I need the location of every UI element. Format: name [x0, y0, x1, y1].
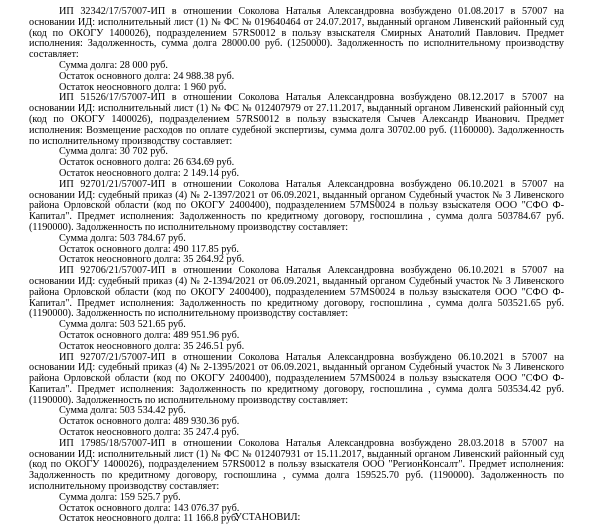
nonprincipal-remaining: Остаток неосновного долга: 35 264.92 руб.: [59, 254, 245, 266]
debt-summary: [29, 234, 564, 266]
enforcement-entry-2: [29, 93, 564, 179]
nonprincipal-remaining: Остаток неосновного долга: 11 166.8 руб.: [59, 513, 239, 525]
debt-summary: [29, 147, 564, 179]
debt-summary: [29, 320, 564, 352]
enforcement-entry-3: [29, 180, 564, 266]
principal-remaining: Остаток основного долга: 489 930.36 руб.: [59, 416, 240, 428]
document-body: [29, 7, 564, 525]
entry-description: ИП 92706/21/57007-ИП в отношении Соколова Наталья Александровна возбуждено 06.10.2021 в 57007 на основании ИД: судебный приказ (4) № 2-1394/2021 от 06.09.2021, выданный органом Судебный участок № 3 Ливенского района Орловской области (код по ОКОГУ 2400400), подразделением 57MS0024 в пользу взыскателя ООО "СФО Ф-Капитал". Предмет исполнения: Задолженность по кредитному договору, госпошлина , сумма долга 503521.65 руб. (1190000). Задолженность по исполнительному производству составляет:: [29, 265, 564, 320]
debt-sum: Сумма долга: 503 534.42 руб.: [59, 405, 186, 417]
debt-sum: Сумма долга: 159 525.7 руб.: [59, 491, 181, 503]
principal-remaining: Остаток основного долга: 26 634.69 руб.: [59, 157, 235, 169]
debt-summary: [29, 61, 564, 93]
entry-description: ИП 32342/17/57007-ИП в отношении Соколова Наталья Александровна возбуждено 01.08.2017 в 57007 на основании ИД: исполнительный лист (1) № ФС № 019640464 от 24.07.2017, выданный органом Ливенский районный суд (код по ОКОГУ 1400026), подразделением 57RS0012 в пользу взыскателя Смирных Анатолий Павлович. Предмет исполнения: Задолженность, сумма долга 28000.00 руб. (1250000). Задолженность по исполнительному производству составляет:: [29, 6, 564, 61]
entry-description: ИП 92707/21/57007-ИП в отношении Соколова Наталья Александровна возбуждено 06.10.2021 в 57007 на основании ИД: судебный приказ (4) № 2-1395/2021 от 06.09.2021, выданный органом Судебный участок № 3 Ливенского района Орловской области (код по ОКОГУ 2400400), подразделением 57MS0024 в пользу взыскателя ООО "СФО Ф-Капитал". Предмет исполнения: Задолженность по кредитному договору, госпошлина , сумма долга 503534.42 руб. (1190000). Задолженность по исполнительному производству составляет:: [29, 351, 564, 406]
principal-remaining: Остаток основного долга: 489 951.96 руб.: [59, 329, 240, 341]
entry-description: ИП 17985/18/57007-ИП в отношении Соколова Наталья Александровна возбуждено 28.03.2018 в 57007 на основании ИД: исполнительный лист (1) № ФС № 012407931 от 15.11.2017, выданный органом Ливенский районный суд (код по ОКОГУ 1400026), подразделением 57RS0012 в пользу взыскателя ООО "РегионКонсалт". Предмет исполнения: Задолженность по кредитному договору, госпошлина , сумма долга 159525.70 руб. (1190000). Задолженность по исполнительному производству составляет:: [29, 437, 564, 493]
debt-summary: [29, 406, 564, 438]
enforcement-entry-4: [29, 266, 564, 352]
entry-description: ИП 51526/17/57007-ИП в отношении Соколова Наталья Александровна возбуждено 08.12.2017 в 57007 на основании ИД: исполнительный лист (1) № ФС № 012407979 от 27.11.2017, выданный органом Ливенский районный суд (код по ОКОГУ 1400026), подразделением 57RS0012 в пользу взыскателя Сычев Александр Иванович. Предмет исполнения: Возмещение расходов по оплате судебной экспертизы, сумма долга 30702.00 руб. (1160000). Задолженность по исполнительному производству составляет:: [29, 92, 564, 147]
principal-remaining: Остаток основного долга: 143 076.37 руб.: [59, 502, 240, 514]
nonprincipal-remaining: Остаток неосновного долга: 35 246.51 руб.: [59, 340, 245, 352]
enforcement-entry-5: [29, 353, 564, 439]
nonprincipal-remaining: Остаток неосновного долга: 1 960 руб.: [59, 81, 227, 93]
principal-remaining: Остаток основного долга: 490 117.85 руб.: [59, 243, 239, 255]
debt-sum: Сумма долга: 503 521.65 руб.: [59, 319, 186, 331]
principal-remaining: Остаток основного долга: 24 988.38 руб.: [59, 70, 235, 82]
debt-sum: Сумма долга: 503 784.67 руб.: [59, 232, 186, 244]
debt-sum: Сумма долга: 28 000 руб.: [59, 59, 168, 71]
nonprincipal-remaining: Остаток неосновного долга: 35 247.4 руб.: [59, 427, 240, 439]
debt-sum: Сумма долга: 30 702 руб.: [59, 146, 168, 158]
entry-description: ИП 92701/21/57007-ИП в отношении Соколова Наталья Александровна возбуждено 06.10.2021 в 57007 на основании ИД: судебный приказ (4) № 2-1397/2021 от 06.09.2021, выданный органом Судебный участок № 3 Ливенского района Орловской области (код по ОКОГУ 2400400), подразделением 57MS0024 в пользу взыскателя ООО "СФО Ф-Капитал". Предмет исполнения: Задолженность по кредитному договору, госпошлина , сумма долга 503784.67 руб. (1190000). Задолженность по исполнительному производству составляет:: [29, 178, 564, 233]
enforcement-entry-1: [29, 7, 564, 93]
nonprincipal-remaining: Остаток неосновного долга: 2 149.14 руб.: [59, 167, 240, 179]
section-heading: УСТАНОВИЛ:: [234, 512, 301, 523]
